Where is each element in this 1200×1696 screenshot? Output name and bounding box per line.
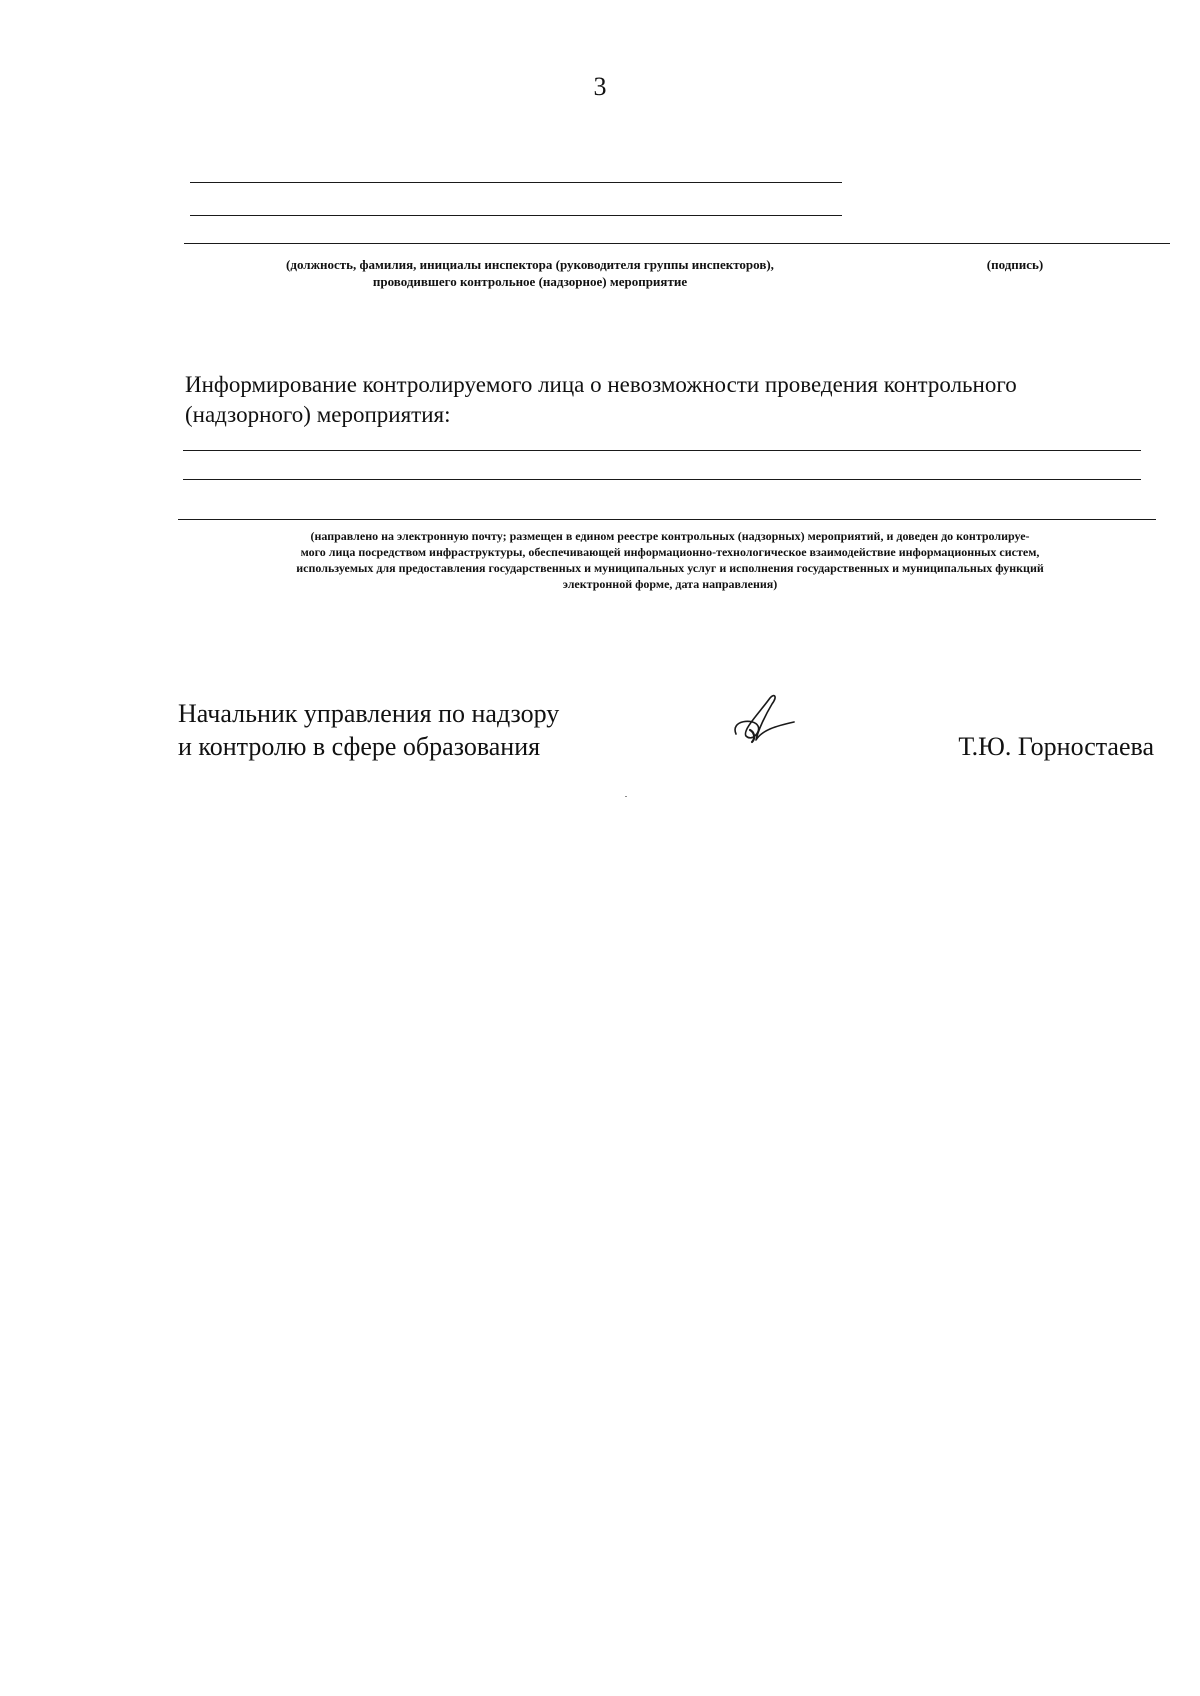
fill-line [184,243,1170,244]
fill-line [190,215,842,216]
signatory-role [178,697,559,763]
inspector-caption-line: проводившего контрольное (надзорное) мероприятие [372,274,688,289]
fill-line [183,450,1141,451]
informing-note-line: (направлено на электронную почту; размещен в едином реестре контрольных (надзорных) мероприятий, и доведен до контролируе- [310,529,1030,543]
informing-note-line: мого лица посредством инфраструктуры, обеспечивающей информационно-технологическое взаимодействие информационных систем, [300,545,1040,559]
informing-note-line: электронной форме, дата направления) [562,577,778,591]
inspector-caption-line: (должность, фамилия, инициалы инспектора (руководителя группы инспекторов), [286,257,774,272]
informing-heading-line: Информирование контролируемого лица о невозможности проведения контрольного [185,372,1017,397]
informing-heading [185,370,1105,430]
signatory-role-line: Начальник управления по надзору [178,699,560,728]
fill-line [183,479,1141,480]
handwritten-signature [728,690,798,750]
informing-note [190,528,1150,592]
informing-heading-line: (надзорного) мероприятия: [185,402,451,427]
signatory-role-line: и контролю в сфере образования [178,732,541,761]
scan-speck [625,796,627,797]
fill-line [190,182,842,183]
inspector-caption [200,256,860,290]
signatory-name: Т.Ю. Горностаева [958,732,1154,761]
fill-line [178,519,1156,520]
informing-note-line: используемых для предоставления государственных и муниципальных услуг и исполнения государственных и муниципальных функций [296,561,1044,575]
signature-caption: (подпись) [986,257,1044,272]
page-number: 3 [593,72,607,101]
